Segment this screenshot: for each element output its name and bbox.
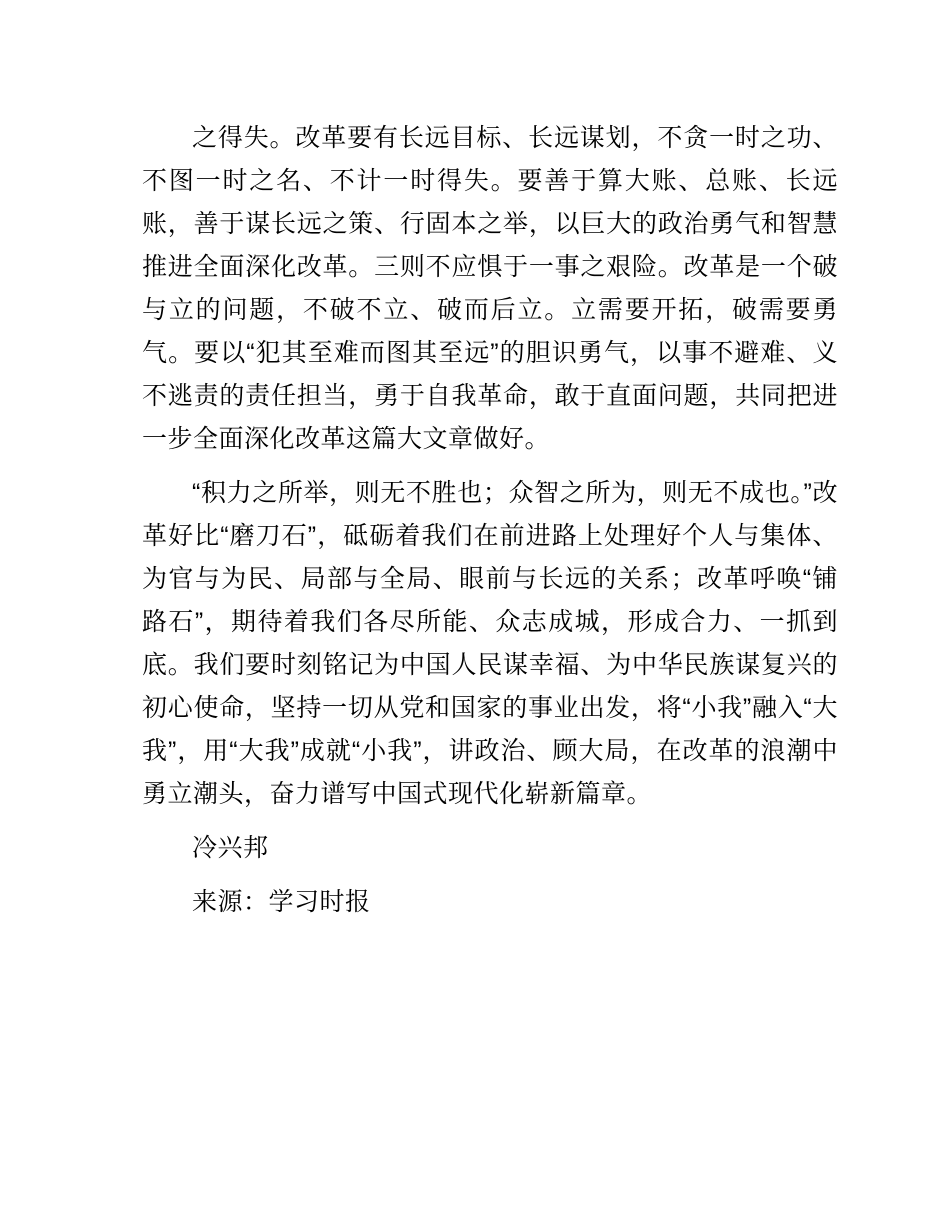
author-line: 冷兴邦 [192,834,269,862]
body-paragraph-1: 之得失。改革要有长远目标、长远谋划，不贪一时之功、不图一时之名、不计一时得失。要善于算大账、总账、长远账，善于谋长远之策、行固本之举，以巨大的政治勇气和智慧推进全面深化改革。三则不应惧于一事之艰险。改革是一个破与立的问题，不破不立、破而后立。立需要开拓，破需要勇气。要以“犯其至难而图其至远”的胆识勇气，以事不避难、义不逃责的责任担当，勇于自我革命，敢于直面问题，共同把进一步全面深化改革这篇大文章做好。 [142,124,838,453]
source-line: 来源：学习时报 [192,888,371,916]
body-paragraph-2: “积力之所举，则无不胜也；众智之所为，则无不成也。”改革好比“磨刀石”，砥砺着我们在前进路上处理好个人与集体、为官与为民、局部与全局、眼前与长远的关系；改革呼唤“铺路石”，期待着我们各尽所能、众志成城，形成合力、一抓到底。我们要时刻铭记为中国人民谋幸福、为中华民族谋复兴的初心使命，坚持一切从党和国家的事业出发，将“小我”融入“大我”，用“大我”成就“小我”，讲政治、顾大局，在改革的浪潮中勇立潮头，奋力谱写中国式现代化崭新篇章。 [142,479,838,808]
